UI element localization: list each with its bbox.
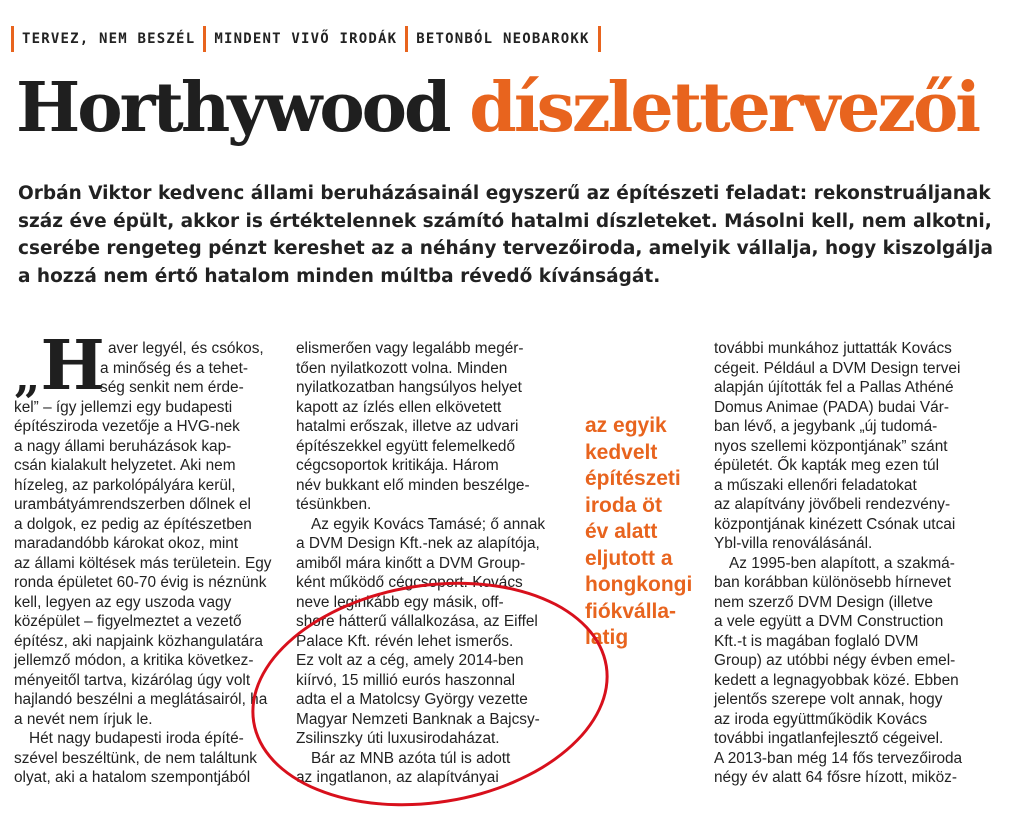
lead-line: Orbán Viktor kedvenc állami beruházásainál egyszerű az építészeti feladat: rekonstruáljanak [18, 183, 991, 204]
text-line: kel” – így jellemzi egy budapesti [14, 398, 233, 416]
text-line: amiből mára kinőtt a DVM Group- [296, 554, 526, 572]
text-line: kapott az ízlés ellen elkövetett [296, 398, 502, 416]
text-line: Az 1995-ben alapított, a szakmá- [729, 554, 955, 572]
pull-quote-line: fiókválla- [585, 599, 677, 623]
text-line: ség senkit nem érde- [100, 379, 244, 396]
text-line: négy év alatt 64 fősre hízott, miköz- [714, 769, 957, 786]
text-line: a nagy állami beruházások kap- [14, 437, 232, 455]
text-line: hatalmi erőszak, illetve az udvari [296, 418, 519, 435]
pull-quote-line: kedvelt [585, 440, 658, 464]
text-line: Domus Animae (PADA) budai Vár- [714, 398, 949, 416]
text-line: szével beszéltünk, de nem találtunk [14, 749, 257, 767]
text-line: tően nyilatkozott volna. Minden [296, 359, 508, 377]
text-line: ként működő cégcsoport. Kovács [296, 574, 523, 591]
text-line: ményeitől tartva, kizárólag úgy volt [14, 671, 251, 689]
text-line: a műszaki ellenőri feladatokat [714, 476, 917, 494]
text-line: ban lévő, a jegybank „új tudomá- [714, 418, 938, 435]
text-line: kiírvó, 15 millió eurós haszonnal [296, 671, 515, 689]
article-column-1 [14, 339, 278, 788]
text-line: hajlandó beszélni a meglátásairól, ha [14, 691, 268, 708]
text-line: a minőség és a tehet- [100, 359, 249, 377]
text-line: jelentős szerepe volt annak, hogy [714, 691, 943, 708]
text-line: maradandóbb károkat okoz, mint [14, 535, 239, 552]
text-line: elismerően vagy legalább megér- [296, 340, 524, 357]
text-line: építészekkel együtt felemelkedő [296, 437, 516, 455]
text-line: középület – figyelmeztet a vezető [14, 613, 242, 630]
text-line: olyat, aki a hatalom szempontjából [14, 769, 251, 786]
text-line: Bár az MNB azóta túl is adott [311, 749, 511, 767]
text-line: Hét nagy budapesti iroda építé- [29, 730, 244, 747]
drop-cap-quote: „ [14, 349, 41, 403]
headline-part1: Horthywood [16, 68, 449, 148]
pull-quote-line: eljutott a [585, 546, 673, 570]
text-line: hízeleg, az parkolópályára kerül, [14, 476, 236, 494]
text-line: központjának kinézett Csónak utcai [714, 515, 956, 533]
lead-line: a hozzá nem értő hatalom minden múltba révedő kívánságát. [18, 265, 661, 287]
headline-part2: díszlettervezői [469, 68, 979, 148]
text-line: A 2013-ban még 14 fős tervezőiroda [714, 749, 963, 767]
article-column-2 [296, 339, 560, 788]
lead-line: cserébe rengeteg pénzt kereshet az a néhány tervezőiroda, amelyik vállalja, hogy kiszolgálja [18, 238, 993, 259]
text-line: Ez volt az a cég, amely 2014-ben [296, 652, 524, 669]
drop-cap-letter: H [40, 326, 105, 406]
text-line: Group) az utóbbi négy évben emel- [714, 652, 956, 669]
pull-quote-line: év alatt [585, 520, 658, 543]
text-line: építésziroda vezetője a HVG-nek [14, 418, 240, 435]
text-line: kell, legyen az egy uszoda vagy [14, 593, 232, 611]
text-line: a nevét nem írjuk le. [14, 710, 153, 728]
text-line: jellemző módon, a kritika következ- [14, 652, 254, 669]
text-line: Palace Kft. révén lehet ismerős. [296, 632, 514, 650]
text-line: Magyar Nemzeti Banknak a Bajcsy- [296, 710, 540, 728]
text-line: aver legyél, és csókos, [108, 340, 264, 357]
kicker-bar [11, 24, 601, 54]
headline [16, 68, 978, 148]
text-line: Kft.-t is magában foglaló DVM [714, 632, 919, 650]
text-line: kedett a legnagyobbak közé. Ebben [714, 671, 959, 689]
text-line: Ybl-villa renoválásánál. [714, 535, 873, 552]
text-line: nem szerző DVM Design (illetve [714, 593, 933, 611]
pull-quote-line: építészeti [585, 467, 681, 490]
pull-quote [585, 413, 710, 652]
text-line: ban korábban különösebb hírnevet [714, 574, 952, 591]
text-line: urambátyámrendszerben dőlnek el [14, 496, 251, 513]
text-line: tésünkben. [296, 496, 372, 513]
text-line: név bukkant elő minden beszélge- [296, 476, 530, 494]
text-line: Zsilinszky úti luxusirodaházat. [296, 730, 500, 747]
text-line: ronda épületet 60-70 évig is néznünk [14, 574, 267, 591]
kicker-item: MINDENT VIVŐ IRODÁK [214, 31, 398, 47]
text-line: további ingatlanfejlesztő cégeivel. [714, 730, 944, 747]
text-line: Az egyik Kovács Tamásé; ő annak [311, 515, 546, 533]
text-line: épületét. Ők kapták meg ezen túl [714, 457, 940, 474]
kicker-separator [598, 26, 601, 52]
text-line: shore hátterű vállalkozása, az Eiffel [296, 613, 538, 630]
text-line: az alapítvány jövőbeli rendezvény- [714, 496, 951, 513]
pull-quote-line: hongkongi [585, 573, 693, 596]
text-line: az állami költések más területein. Egy [14, 554, 272, 572]
text-line: építész, aki napjaink közhangulatára [14, 632, 263, 650]
pull-quote-line: az egyik [585, 414, 667, 437]
pull-quote-line: latig [585, 626, 629, 649]
lead-line: száz éve épült, akkor is értéktelennek számító hatalmi díszleteket. Másolni kell, nem alkotni, [18, 210, 992, 232]
text-line: cégcsoportok kritikája. Három [296, 457, 499, 474]
kicker-item: TERVEZ, NEM BESZÉL [22, 31, 196, 47]
text-line: a DVM Design Kft.-nek az alapítója, [296, 535, 540, 552]
text-line: neve leginkább egy másik, off- [296, 593, 504, 611]
text-line: adta el a Matolcsy György vezette [296, 691, 528, 708]
text-line: a dolgok, ez pedig az építészetben [14, 515, 252, 533]
article-column-3 [714, 339, 978, 788]
text-line: cégeit. Például a DVM Design tervei [714, 359, 961, 377]
text-line: csán kialakult helyzetet. Aki nem [14, 457, 236, 474]
text-line: a vele együtt a DVM Construction [714, 613, 944, 630]
text-line: további munkához juttatták Kovács [714, 340, 952, 357]
text-line: az ingatlanon, az alapítványai [296, 769, 499, 786]
lead-paragraph [18, 180, 1018, 290]
text-line: nyilatkozatban hangsúlyos helyet [296, 379, 522, 396]
text-line: alapján újították fel a Pallas Athéné [714, 379, 954, 396]
text-line: az iroda együttműködik Kovács [714, 710, 928, 728]
text-line: nyos szellemi központjának” szánt [714, 437, 948, 455]
kicker-item: BETONBÓL NEOBAROKK [416, 31, 590, 47]
pull-quote-line: iroda öt [585, 493, 662, 517]
